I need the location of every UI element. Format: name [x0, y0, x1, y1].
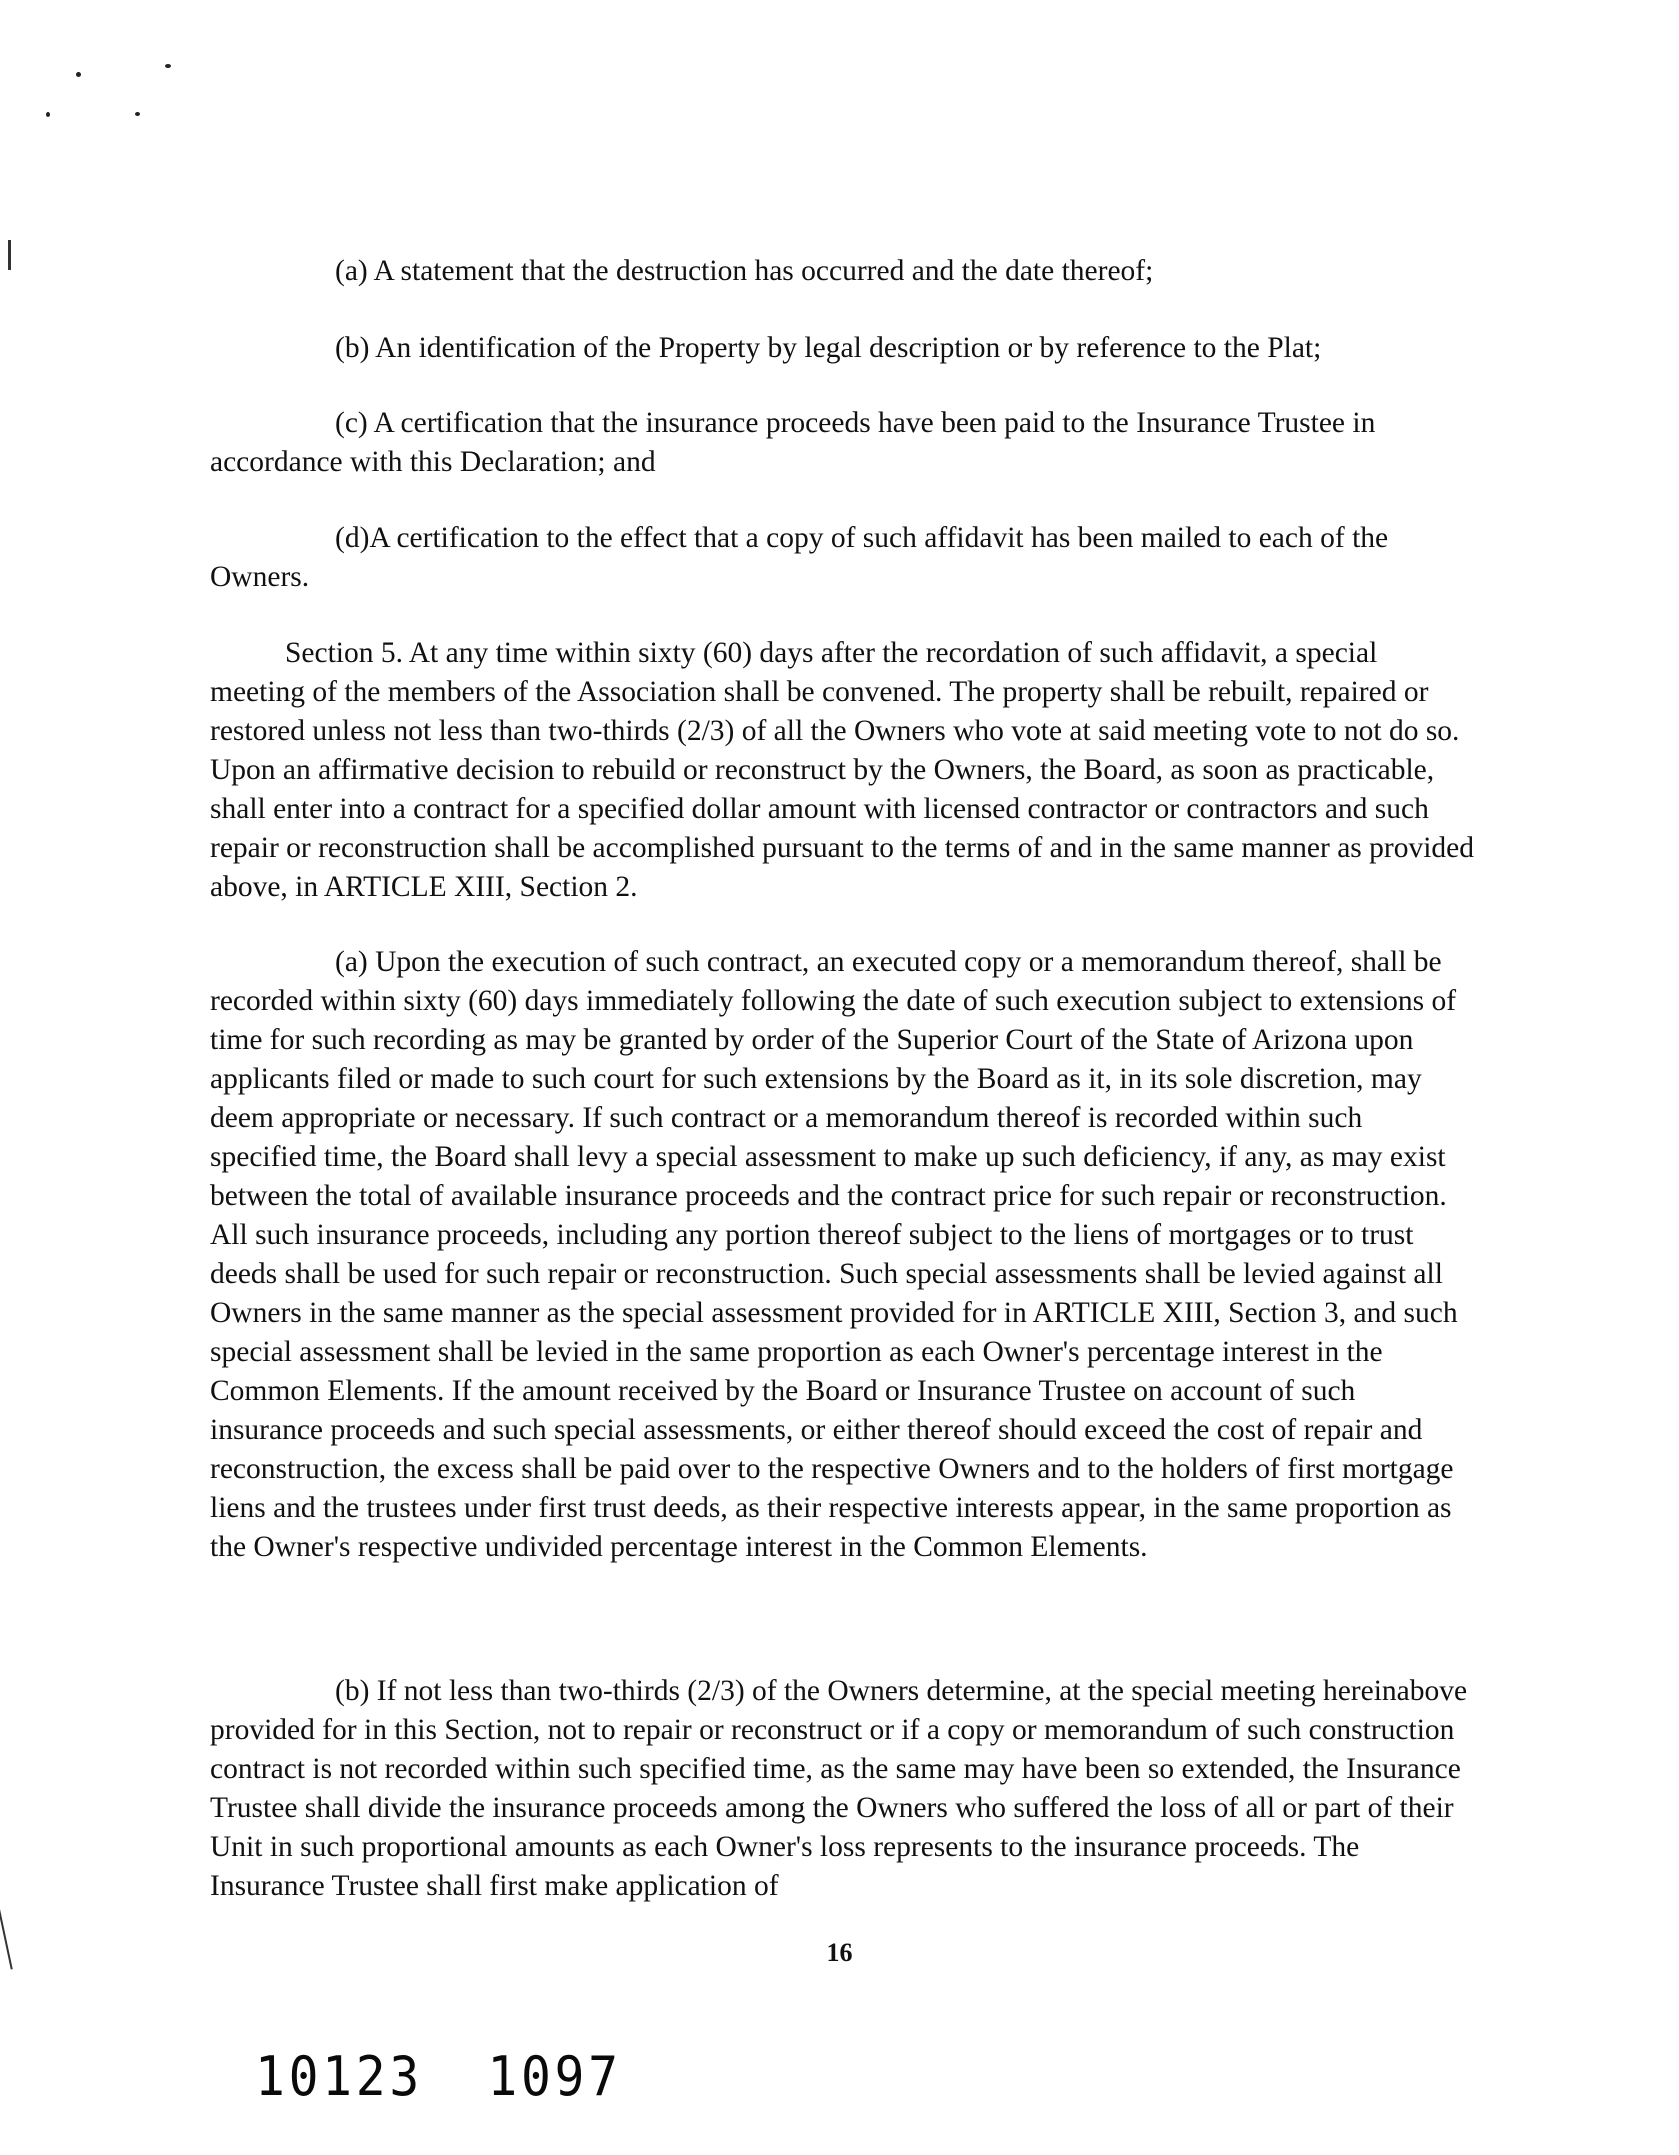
stamp-book-number: 10123: [255, 2045, 423, 2108]
scan-speck: [46, 112, 50, 117]
scan-speck: [76, 72, 81, 77]
paragraph-item-a: (a) A statement that the destruction has occurred and the date thereof;: [335, 255, 1154, 287]
paragraph-section-5: Section 5. At any time within sixty (60) days after the recordation of such affidavit, a special meeting of the members of the Association shall be convened. The property shall be rebuilt, repaired or restored unless not less than two-thirds (2/3) of all the Owners who vote at said meeting vote to not do so. Upon an affirmative decision to rebuild or reconstruct by the Owners, the Board, as soon as practicable, shall enter into a contract for a specified dollar amount with licensed contractor or contractors and such repair or reconstruction shall be accomplished pursuant to the terms of and in the same manner as provided above, in ARTICLE XIII, Section 2.: [210, 637, 1475, 903]
scan-speck: [135, 112, 140, 116]
paragraph-section-5-a: (a) Upon the execution of such contract, an executed copy or a memorandum thereof, shall be recorded within sixty (60) days immediately following the date of such execution subject to extensions of time for such recording as may be granted by order of the Superior Court of the State of Arizona upon applicants filed or made to such court for such extensions by the Board as it, in its sole discretion, may deem appropriate or necessary. If such contract or a memorandum thereof is recorded within such specified time, the Board shall levy a special assessment to make up such deficiency, if any, as may exist between the total of available insurance proceeds and the contract price for such repair or reconstruction. All such insurance proceeds, including any portion thereof subject to the liens of mortgages or to trust deeds shall be used for such repair or reconstruction. Such special assessments shall be levied against all Owners in the same manner as the special assessment provided for in ARTICLE XIII, Section 3, and such special assessment shall be levied in the same proportion as each Owner's percentage interest in the Common Elements. If the amount received by the Board or Insurance Trustee on account of such insurance proceeds and such special assessments, or either thereof should exceed the cost of repair and reconstruction, the excess shall be paid over to the respective Owners and to the holders of first mortgage liens and the trustees under first trust deeds, as their respective interests appear, in the same proportion as the Owner's respective undivided percentage interest in the Common Elements.: [210, 946, 1458, 1563]
paragraph-section-5-b: (b) If not less than two-thirds (2/3) of the Owners determine, at the special meeting hereinabove provided for in this Section, not to repair or reconstruct or if a copy or memorandum of such construction contract is not recorded within such specified time, as the same may have been so extended, the Insurance Trustee shall divide the insurance proceeds among the Owners who suffered the loss of all or part of their Unit in such proportional amounts as each Owner's loss represents to the insurance proceeds. The Insurance Trustee shall first make application of: [210, 1675, 1468, 1902]
scan-edge-mark: [8, 240, 11, 270]
stamp-page-number: 1097: [487, 2045, 622, 2108]
scan-speck: [165, 64, 171, 68]
paragraph-item-c: (c) A certification that the insurance proceeds have been paid to the Insurance Trustee in accordance with this Declaration; and: [210, 407, 1376, 478]
recording-stamp: [255, 2045, 622, 2108]
paragraph-item-b: (b) An identification of the Property by legal description or by reference to the Plat;: [335, 332, 1322, 364]
page-number: 16: [826, 1938, 853, 1967]
paragraph-item-d: (d)A certification to the effect that a copy of such affidavit has been mailed to each of the Owners.: [210, 522, 1389, 593]
